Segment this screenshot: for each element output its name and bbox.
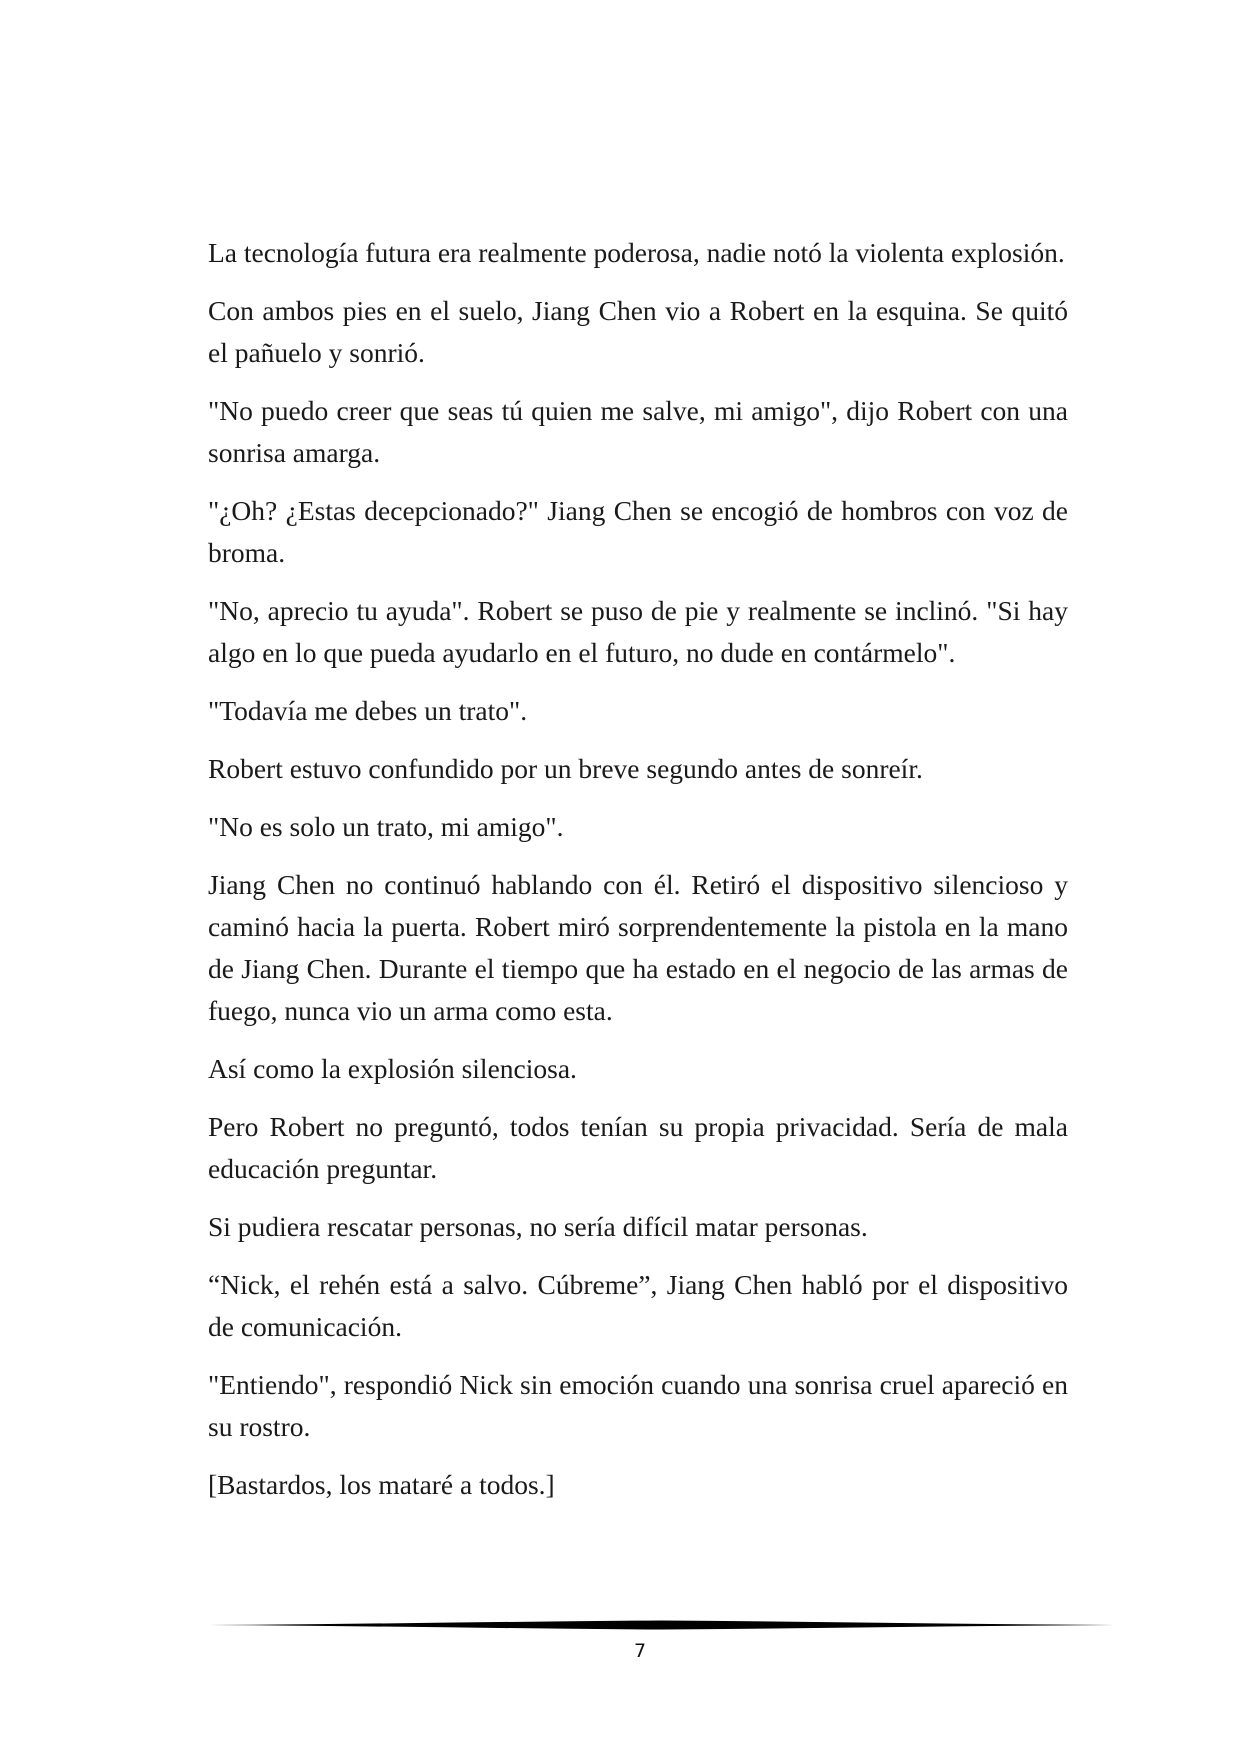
paragraph: “Nick, el rehén está a salvo. Cúbreme”, Jiang Chen habló por el dispositivo de comunicación. bbox=[208, 1269, 1068, 1342]
page-number: 7 bbox=[633, 1640, 647, 1662]
paragraph: Si pudiera rescatar personas, no sería difícil matar personas. bbox=[208, 1211, 868, 1242]
paragraph: Así como la explosión silenciosa. bbox=[208, 1053, 577, 1084]
paragraph: "¿Oh? ¿Estas decepcionado?" Jiang Chen se encogió de hombros con voz de broma. bbox=[208, 495, 1068, 568]
paragraph: "No, aprecio tu ayuda". Robert se puso de pie y realmente se inclinó. "Si hay algo en lo que pueda ayudarlo en el futuro, no dude en contármelo". bbox=[208, 595, 1068, 668]
paragraph: "Todavía me debes un trato". bbox=[208, 695, 528, 726]
paragraph: "No puedo creer que seas tú quien me salve, mi amigo", dijo Robert con una sonrisa amarga. bbox=[208, 395, 1068, 468]
paragraph: Robert estuvo confundido por un breve segundo antes de sonreír. bbox=[208, 753, 923, 784]
footer-divider bbox=[208, 1618, 1114, 1632]
paragraph: Jiang Chen no continuó hablando con él. Retiró el dispositivo silencioso y caminó hacia la puerta. Robert miró sorprendentemente la pistola en la mano de Jiang Chen. Durante el tiempo que ha estado en el negocio de las armas de fuego, nunca vio un arma como esta. bbox=[208, 869, 1068, 1026]
paragraph: "Entiendo", respondió Nick sin emoción cuando una sonrisa cruel apareció en su rostro. bbox=[208, 1369, 1068, 1442]
paragraph: [Bastardos, los mataré a todos.] bbox=[208, 1469, 555, 1500]
paragraph: Pero Robert no preguntó, todos tenían su propia privacidad. Sería de mala educación preguntar. bbox=[208, 1111, 1068, 1184]
body-text bbox=[208, 232, 1068, 1522]
paragraph: La tecnología futura era realmente poderosa, nadie notó la violenta explosión. bbox=[208, 237, 1065, 268]
paragraph: "No es solo un trato, mi amigo". bbox=[208, 811, 564, 842]
paragraph: Con ambos pies en el suelo, Jiang Chen vio a Robert en la esquina. Se quitó el pañuelo y sonrió. bbox=[208, 295, 1068, 368]
